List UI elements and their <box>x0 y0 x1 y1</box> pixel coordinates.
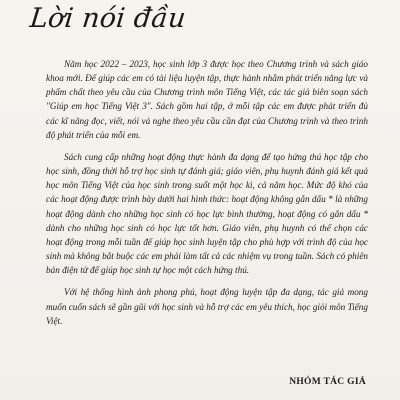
preface-body <box>46 57 368 328</box>
author-signature: NHÓM TÁC GIẢ <box>289 377 366 387</box>
paragraph-intro: Năm học 2022 – 2023, học sinh lớp 3 được học theo Chương trình và sách giáo khoa mới. Để giúp các em có tài liệu luyện tập, thực hành nhằm phát triển năng lực và phẩm chất theo yêu cầu của Chương trình môn Tiếng Việt, các tác giả biên soạn sách "Giúp em học Tiếng Việt 3". Sách gồm hai tập, ở mỗi tập các em được phát triển đủ các kĩ năng đọc, viết, nói và nghe theo yêu cầu cần đạt của Chương trình và theo trình độ phát triển của mỗi em. <box>46 59 368 140</box>
paragraph-closing: Với hệ thống hình ảnh phong phú, hoạt động luyện tập đa dạng, tác giả mong muốn cuốn sách sẽ gần gũi với học sinh và hỗ trợ các em yêu thích, học giỏi môn Tiếng Việt. <box>46 287 368 326</box>
paragraph-activities: Sách cung cấp những hoạt động thực hành đa dạng để tạo hứng thú học tập cho học sinh, đồng thời hỗ trợ học sinh tự đánh giá; giáo viên, phụ huynh đánh giá kết quả học môn Tiếng Việt của học sinh trong suốt một học kì, cả năm học. Mức độ khó của các hoạt động được trình bày dưới hai hình thức: hoạt động không gắn dấu * là những hoạt động dành cho những học sinh có học lực bình thường, hoạt động có gắn dấu * dành cho những học sinh có học lực tốt hơn. Giáo viên, phụ huynh có thể chọn các hoạt động trong mỗi tuần để giúp học sinh luyện tập cho phù hợp với trình độ của học sinh mà không bắt buộc các em phải làm tất cả các nhiệm vụ trong tuần. Sách có phiên bản điện tử để giúp học sinh tự học một cách hứng thú. <box>46 151 368 276</box>
page-title: Lời nói đầu <box>28 3 188 34</box>
